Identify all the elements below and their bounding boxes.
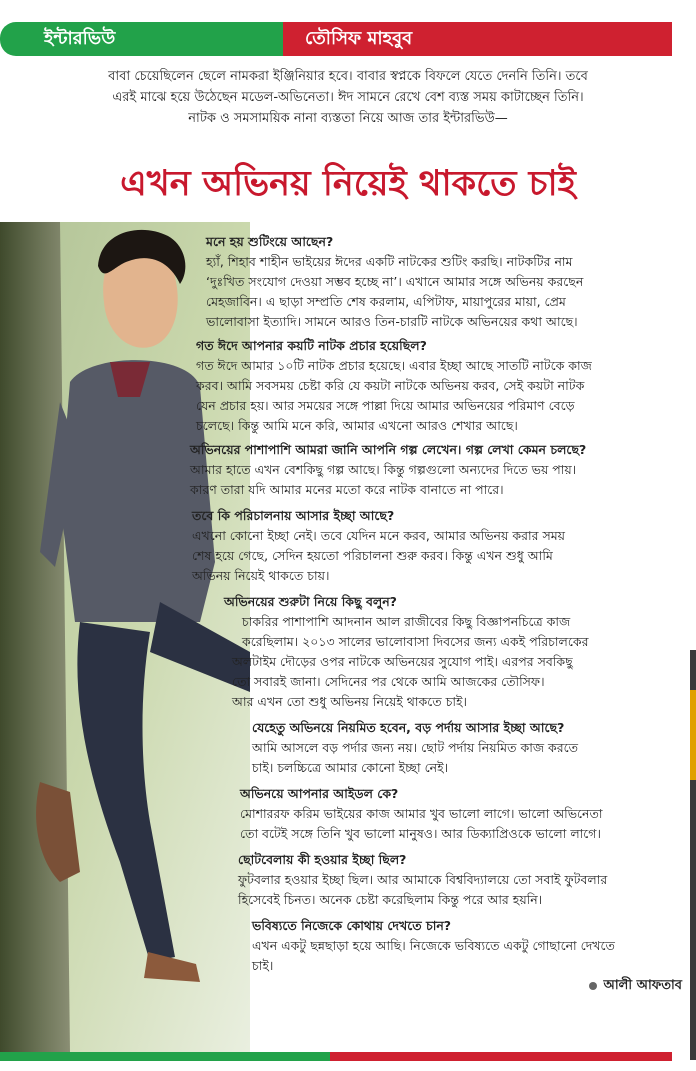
answer-line: করেছিলাম। ২০১৩ সালের ভালোবাসা দিবসের জন্য একই পরিচালকের (242, 634, 589, 649)
header-bar (0, 22, 672, 56)
qa-block-3 (190, 440, 586, 500)
byline (589, 976, 682, 997)
answer-line: চলেছে। কিন্তু আমি মনে করি, আমার এখনো আরও শেখার আছে। (196, 418, 518, 433)
answer-line: মেহজাবিন। এ ছাড়া সম্প্রতি শেষ করলাম, এপিটাফ, মায়াপুরের মায়া, প্রেম (206, 294, 566, 309)
qa-block-8 (238, 850, 607, 910)
answer-line: চাকরির পাশাপাশি আদনান আল রাজীবের কিছু বিজ্ঞাপনচিত্রে কাজ (242, 614, 571, 629)
answer-line: হিসেবেই চিনত। অনেক চেষ্টা করেছিলাম কিন্তু পরে আর হয়নি। (238, 892, 543, 907)
intro-paragraph (0, 66, 696, 129)
question: গত ঈদে আপনার কয়টি নাটক প্রচার হয়েছিল? (196, 338, 427, 353)
qa-block-4 (192, 506, 565, 586)
interviewee-name: তৌসিফ মাহবুব (283, 22, 672, 56)
qa-block-7 (240, 784, 603, 844)
qa-block-5 (224, 592, 588, 712)
question: যেহেতু অভিনয়ে নিয়মিত হবেন, বড় পর্দায় আসার ইচ্ছা আছে? (252, 720, 565, 735)
answer-line: অলটাইম দৌড়ের ওপর নাটকে অভিনয়ের সুযোগ পাই। এরপর সবকিছু (232, 654, 573, 669)
qa-block-2 (196, 336, 592, 436)
answer-line: হ্যাঁ, শিহাব শাহীন ভাইয়ের ঈদের একটি নাটকের শুটিং করছি। নাটকটির নাম (206, 254, 573, 269)
intro-line: বাবা চেয়েছিলেন ছেলে নামকরা ইঞ্জিনিয়ার হবে। বাবার স্বপ্নকে বিফলে যেতে দেননি তিনি। তবে (108, 69, 588, 84)
reporter-name: আলী আফতাব (603, 978, 682, 993)
bullet-icon (589, 982, 597, 990)
qa-block-1 (206, 232, 583, 332)
answer-line: শেষ হয়ে গেছে, সেদিন হয়তো পরিচালনা শুরু করব। কিন্তু এখন শুধু আমি (192, 548, 553, 563)
question: মনে হয় শুটিংয়ে আছেন? (206, 234, 334, 249)
answer-line: চাই। (252, 958, 274, 973)
answer-line: গত ঈদে আমার ১০টি নাটক প্রচার হয়েছে। এবার ইচ্ছা আছে সাতটি নাটকে কাজ (196, 358, 592, 373)
qa-block-9 (252, 916, 615, 976)
answer-line: তো সবারই জানা। সেদিনের পর থেকে আমি আজকের তৌসিফ। (232, 674, 545, 689)
answer-line: ফুটবলার হওয়ার ইচ্ছা ছিল। আর আমাকে বিশ্ববিদ্যালয়ে তো সবাই ফুটবলার (238, 872, 608, 887)
answer-line: করব। আমি সবসময় চেষ্টা করি যে কয়টা নাটকে অভিনয় করব, সেই কয়টা নাটক (196, 378, 585, 393)
answer-line: ‘দুঃখিত সংযোগ দেওয়া সম্ভব হচ্ছে না’। এখানে আমার সঙ্গে অভিনয় করছেন (206, 274, 584, 289)
question: অভিনয়ের পাশাপাশি আমরা জানি আপনি গল্প লেখেন। গল্প লেখা কেমন চলছে? (190, 442, 587, 457)
answer-line: অভিনয় নিয়েই থাকতে চায়। (192, 568, 330, 583)
intro-line: নাটক ও সমসাময়িক নানা ব্যস্ততা নিয়ে আজ তার ইন্টারভিউ— (188, 111, 508, 126)
answer-line: ভালোবাসা ইত্যাদি। সামনে আরও তিন-চারটি নাটকে অভিনয়ের কথা আছে। (206, 314, 578, 329)
question: অভিনয়ের শুরুটা নিয়ে কিছু বলুন? (224, 594, 397, 609)
question: অভিনয়ে আপনার আইডল কে? (240, 786, 399, 801)
adjacent-page-strip (690, 650, 696, 1060)
answer-line: আমার হাতে এখন বেশকিছু গল্প আছে। কিন্তু গল্পগুলো অন্যদের দিতে ভয় পায়। (190, 462, 577, 477)
question: ছোটবেলায় কী হওয়ার ইচ্ছা ছিল? (238, 852, 407, 867)
answer-line: আমি আসলে বড় পর্দার জন্য নয়। ছোট পর্দায় নিয়মিত কাজ করতে (252, 740, 578, 755)
question: ভবিষ্যতে নিজেকে কোথায় দেখতে চান? (252, 918, 452, 933)
answer-line: আর এখন তো শুধু অভিনয় নিয়েই থাকতে চাই। (232, 694, 467, 709)
answer-line: তো বটেই সঙ্গে তিনি খুব ভালো মানুষও। আর ডিক্যাপ্রিওকে ভালো লাগে। (240, 826, 601, 841)
answer-line: চাই। চলচ্চিত্রে আমার কোনো ইচ্ছা নেই। (252, 760, 449, 775)
intro-line: এরই মাঝে হয়ে উঠেছেন মডেল-অভিনেতা। ঈদ সামনে রেখে বেশ ব্যস্ত সময় কাটাচ্ছেন তিনি। (112, 90, 584, 105)
answer-line: মোশাররফ করিম ভাইয়ের কাজ আমার খুব ভালো লাগে। ভালো অভিনেতা (240, 806, 603, 821)
question: তবে কি পরিচালনায় আসার ইচ্ছা আছে? (192, 508, 395, 523)
footer-bar-red (330, 1052, 672, 1061)
answer-line: কারণ তারা যদি আমার মনের মতো করে নাটক বানাতে না পারে। (190, 482, 504, 497)
section-label: ইন্টারভিউ (0, 22, 283, 56)
answer-line: এখন একটু ছন্নছাড়া হয়ে আছি। নিজেকে ভবিষ্যতে একটু গোছানো দেখতে (252, 938, 615, 953)
footer-bar-green (0, 1052, 330, 1061)
footer-bar (0, 1052, 672, 1061)
answer-line: যেন প্রচার হয়। আর সময়ের সঙ্গে পাল্লা দিয়ে আমার অভিনয়ের পরিমাণ বেড়ে (196, 398, 575, 413)
headline: এখন অভিনয় নিয়েই থাকতে চাই (120, 164, 576, 204)
answer-line: এখনো কোনো ইচ্ছা নেই। তবে যেদিন মনে করব, আমার অভিনয় করার সময় (192, 528, 566, 543)
qa-block-6 (252, 718, 578, 778)
